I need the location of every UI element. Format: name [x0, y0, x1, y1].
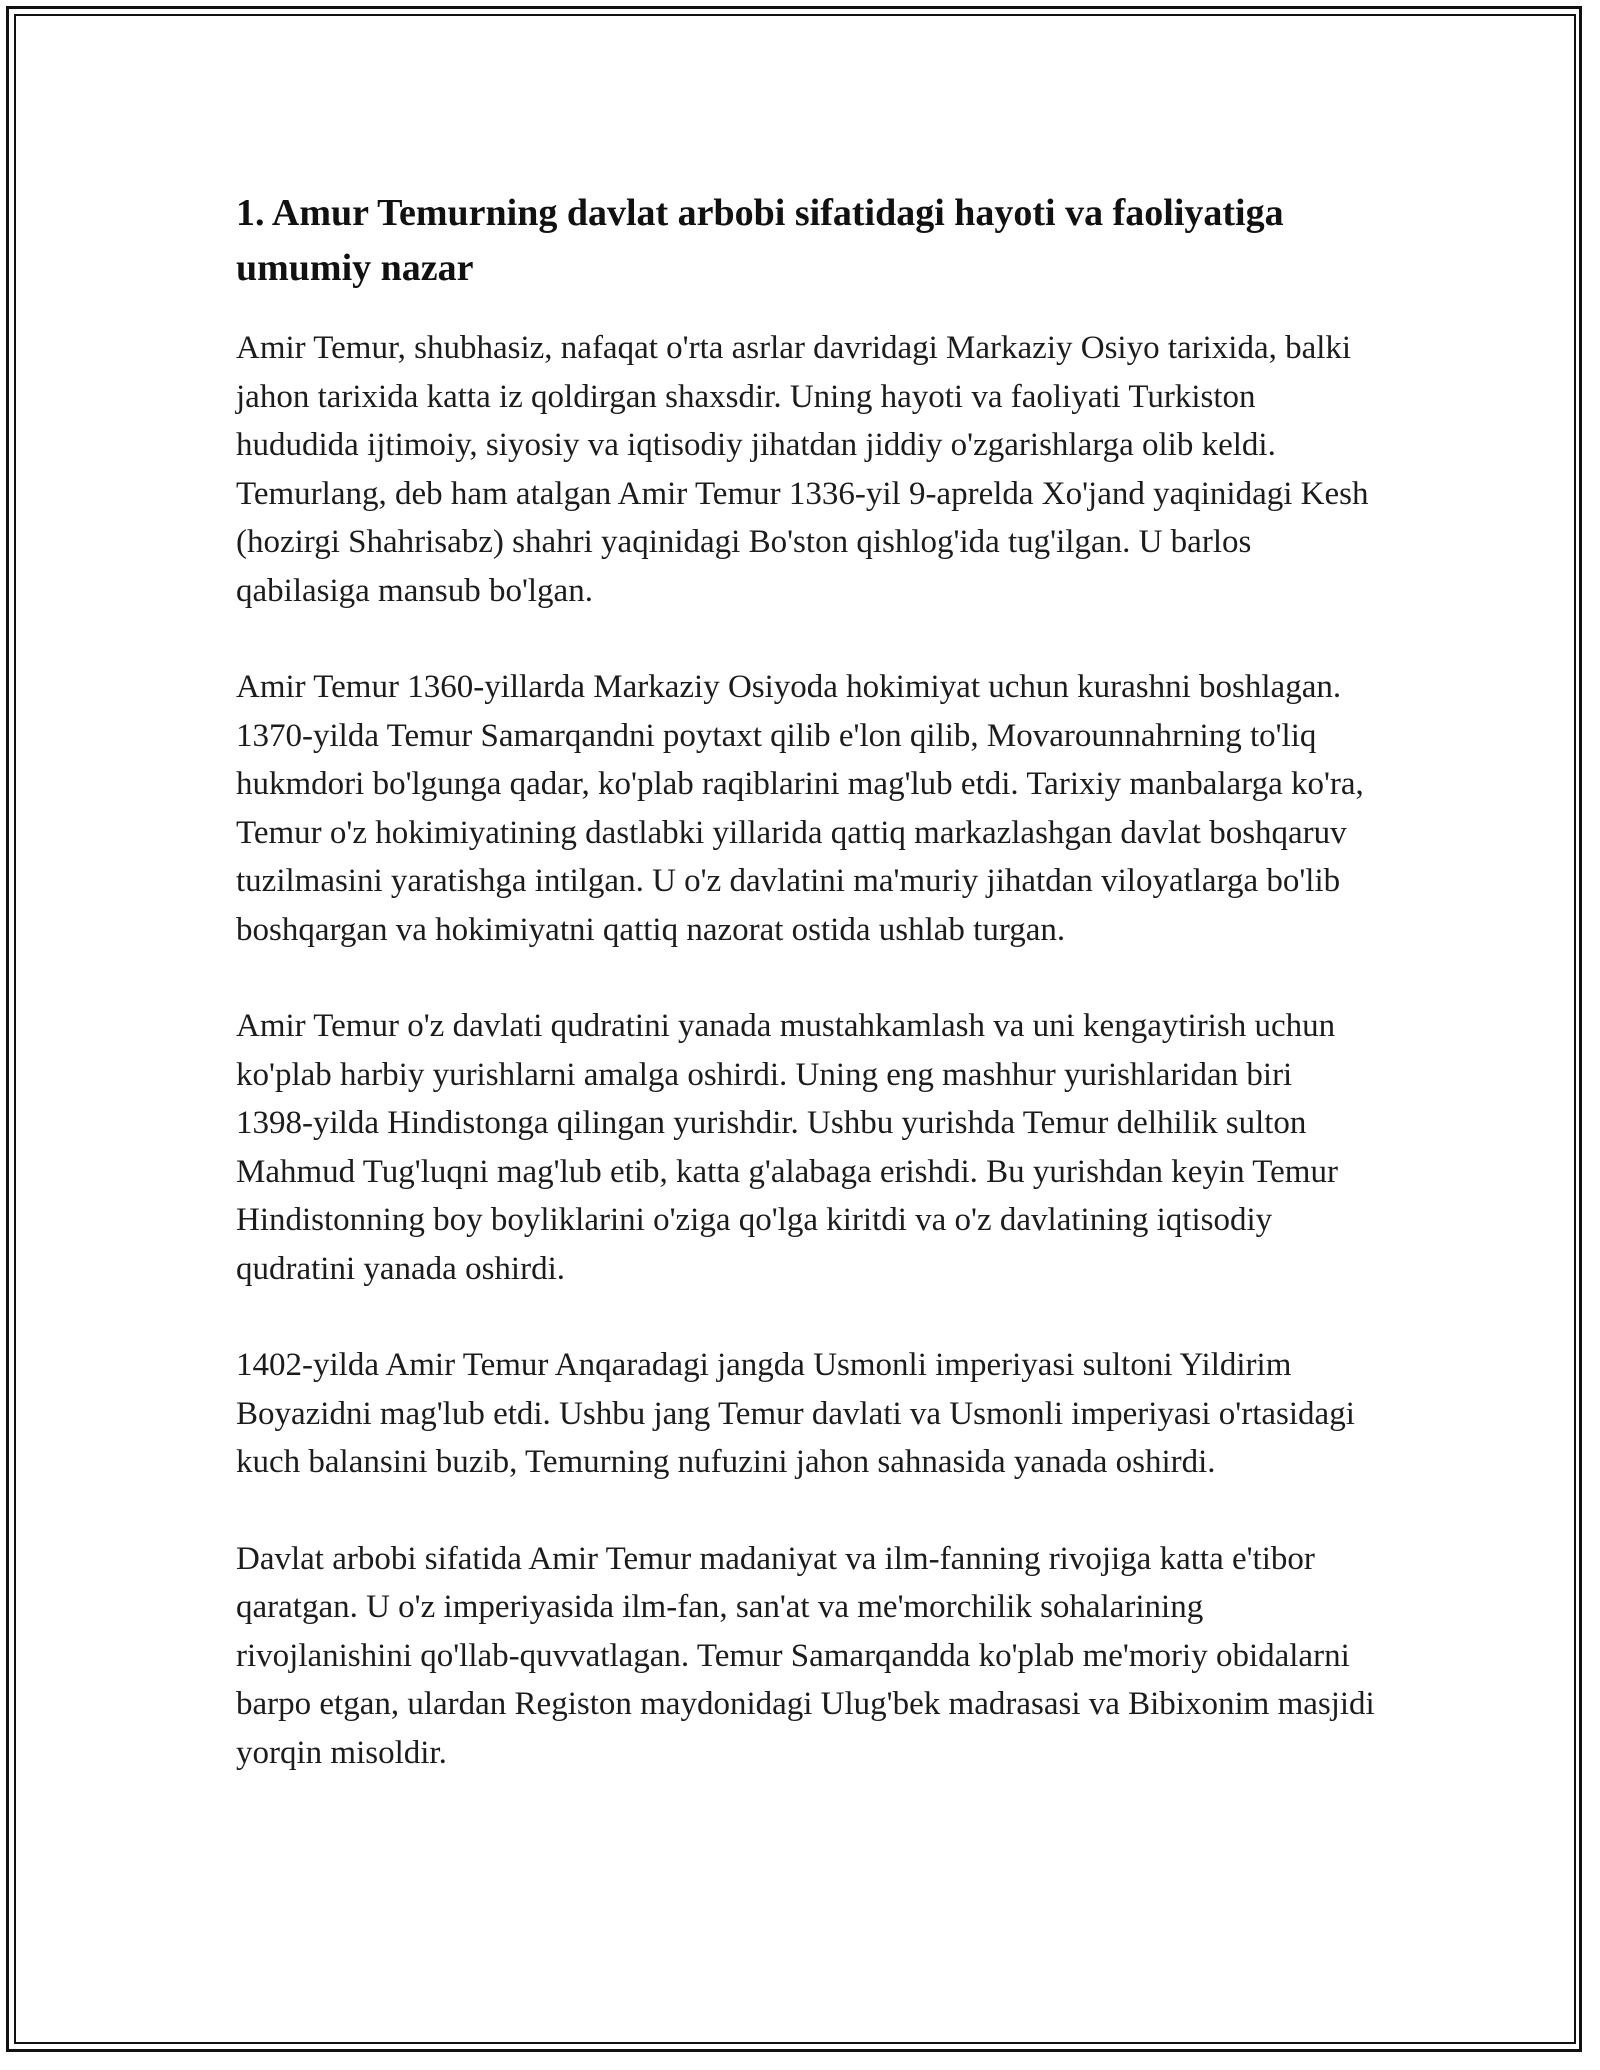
section-heading: 1. Amur Temurning davlat arbobi sifatidagi hayoti va faoliyatiga umumiy nazar [236, 192, 1284, 289]
paragraph-3: Amir Temur o'z davlati qudratini yanada mustahkamlash va uni kengaytirish uchun ko'plab harbiy yurishlarni amalga oshirdi. Uning eng mashhur yurishlaridan biri 1398-yilda Hindistonga qilingan yurishdir. Ushbu yurishda Temur delhilik sulton Mahmud Tug'luqni mag'lub etib, katta g'alabaga erishdi. Bu yurishdan keyin Temur Hindistonning boy boyliklarini o'ziga qo'lga kiritdi va o'z davlatining iqtisodiy qudratini yanada oshirdi. [236, 1008, 1338, 1287]
document-body [236, 186, 1376, 1825]
paragraph-1: Amir Temur, shubhasiz, nafaqat o'rta asrlar davridagi Markaziy Osiyo tarixida, balki jahon tarixida katta iz qoldirgan shaxsdir. Uning hayoti va faoliyati Turkiston hududida ijtimoiy, siyosiy va iqtisodiy jihatdan jiddiy o'zgarishlarga olib keldi. Temurlang, deb ham atalgan Amir Temur 1336-yil 9-aprelda Xo'jand yaqinidagi Kesh (hozirgi Shahrisabz) shahri yaqinidagi Bo'ston qishlog'ida tug'ilgan. U barlos qabilasiga mansub bo'lgan. [236, 330, 1369, 609]
paragraph-4: 1402-yilda Amir Temur Anqaradagi jangda Usmonli imperiyasi sultoni Yildirim Boyazidni mag'lub etdi. Ushbu jang Temur davlati va Usmonli imperiyasi o'rtasidagi kuch balansini buzib, Temurning nufuzini jahon sahnasida yanada oshirdi. [236, 1347, 1355, 1480]
paragraph-5: Davlat arbobi sifatida Amir Temur madaniyat va ilm-fanning rivojiga katta e'tibor qaratgan. U o'z imperiyasida ilm-fan, san'at va me'morchilik sohalarining rivojlanishini qo'llab-quvvatlagan. Temur Samarqandda ko'plab me'moriy obidalarni barpo etgan, ulardan Registon maydonidagi Ulug'bek madrasasi va Bibixonim masjidi yorqin misoldir. [236, 1540, 1375, 1771]
paragraph-2: Amir Temur 1360-yillarda Markaziy Osiyoda hokimiyat uchun kurashni boshlagan. 1370-yilda Temur Samarqandni poytaxt qilib e'lon qilib, Movarounnahrning to'liq hukmdori bo'lgunga qadar, ko'plab raqiblarini mag'lub etdi. Tarixiy manbalarga ko'ra, Temur o'z hokimiyatining dastlabki yillarida qattiq markazlashgan davlat boshqaruv tuzilmasini yaratishga intilgan. U o'z davlatini ma'muriy jihatdan viloyatlarga bo'lib boshqargan va hokimiyatni qattiq nazorat ostida ushlab turgan. [236, 669, 1364, 948]
